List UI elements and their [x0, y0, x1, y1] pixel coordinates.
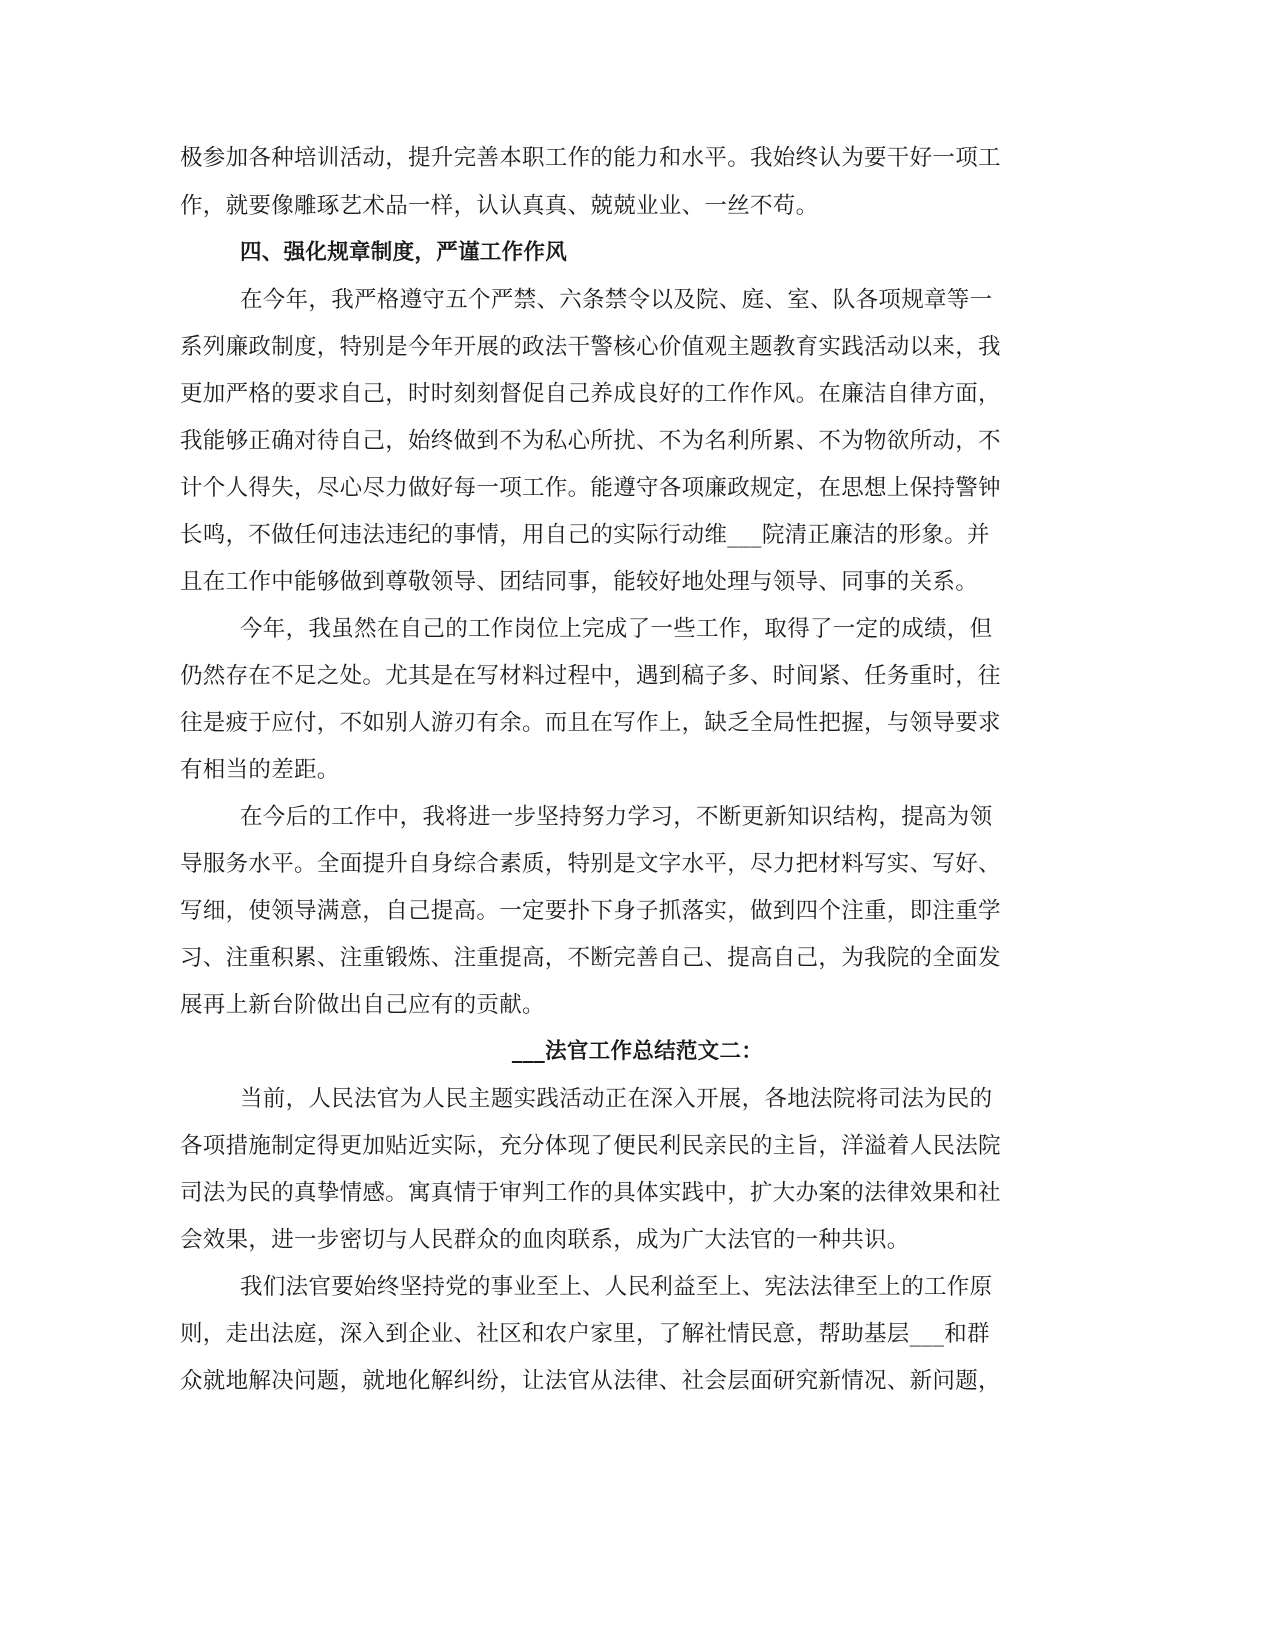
- body-text-line: 展再上新台阶做出自己应有的贡献。: [180, 992, 545, 1018]
- body-text-line: 会效果，进一步密切与人民群众的血肉联系，成为广大法官的一种共识。: [180, 1227, 910, 1253]
- body-text-line: 写细，使领导满意，自己提高。一定要扑下身子抓落实，做到四个注重，即注重学: [180, 898, 1001, 924]
- body-text-line: 则，走出法庭，深入到企业、社区和农户家里，了解社情民意，帮助基层___和群: [180, 1321, 990, 1347]
- body-text-line: 导服务水平。全面提升自身综合素质，特别是文字水平，尽力把材料写实、写好、: [180, 851, 1001, 877]
- body-text-line: 且在工作中能够做到尊敬领导、团结同事，能较好地处理与领导、同事的关系。: [180, 569, 979, 595]
- body-text-line: 更加严格的要求自己，时时刻刻督促自己养成良好的工作作风。在廉洁自律方面，: [180, 381, 1001, 407]
- body-text-line: 往是疲于应付，不如别人游刃有余。而且在写作上，缺乏全局性把握，与领导要求: [180, 710, 1001, 736]
- body-text-line: 在今年，我严格遵守五个严禁、六条禁令以及院、庭、室、队各项规章等一: [240, 287, 993, 313]
- body-text-line: 仍然存在不足之处。尤其是在写材料过程中，遇到稿子多、时间紧、任务重时，往: [180, 663, 1001, 689]
- body-text-line: 计个人得失，尽心尽力做好每一项工作。能遵守各项廉政规定，在思想上保持警钟: [180, 475, 1001, 501]
- body-text-line: 我能够正确对待自己，始终做到不为私心所扰、不为名利所累、不为物欲所动，不: [180, 428, 1001, 454]
- body-text-line: 司法为民的真挚情感。寓真情于审判工作的具体实践中，扩大办案的法律效果和社: [180, 1180, 1001, 1206]
- body-text-line: 习、注重积累、注重锻炼、注重提高，不断完善自己、提高自己，为我院的全面发: [180, 945, 1001, 971]
- body-text-line: 我们法官要始终坚持党的事业至上、人民利益至上、宪法法律至上的工作原: [240, 1274, 993, 1300]
- body-text-line: 长鸣，不做任何违法违纪的事情，用自己的实际行动维___院清正廉洁的形象。并: [180, 522, 990, 548]
- body-text-line: 有相当的差距。: [180, 757, 340, 783]
- body-text-line: 系列廉政制度，特别是今年开展的政法干警核心价值观主题教育实践活动以来，我: [180, 334, 1001, 360]
- body-text-line: 众就地解决问题，就地化解纠纷，让法官从法律、社会层面研究新情况、新问题，: [180, 1368, 1001, 1394]
- body-text-line: 在今后的工作中，我将进一步坚持努力学习，不断更新知识结构，提高为领: [240, 804, 993, 830]
- section-heading: 四、强化规章制度，严谨工作作风: [240, 240, 568, 265]
- document-subtitle: ___法官工作总结范文二：: [511, 1039, 764, 1064]
- body-text-line: 今年，我虽然在自己的工作岗位上完成了一些工作，取得了一定的成绩，但: [240, 616, 993, 642]
- body-text-line: 作，就要像雕琢艺术品一样，认认真真、兢兢业业、一丝不苟。: [180, 193, 819, 219]
- body-text-line: 各项措施制定得更加贴近实际，充分体现了便民利民亲民的主旨，洋溢着人民法院: [180, 1133, 1001, 1159]
- body-text-line: 当前，人民法官为人民主题实践活动正在深入开展，各地法院将司法为民的: [240, 1086, 993, 1112]
- body-text-line: 极参加各种培训活动，提升完善本职工作的能力和水平。我始终认为要干好一项工: [180, 145, 1001, 171]
